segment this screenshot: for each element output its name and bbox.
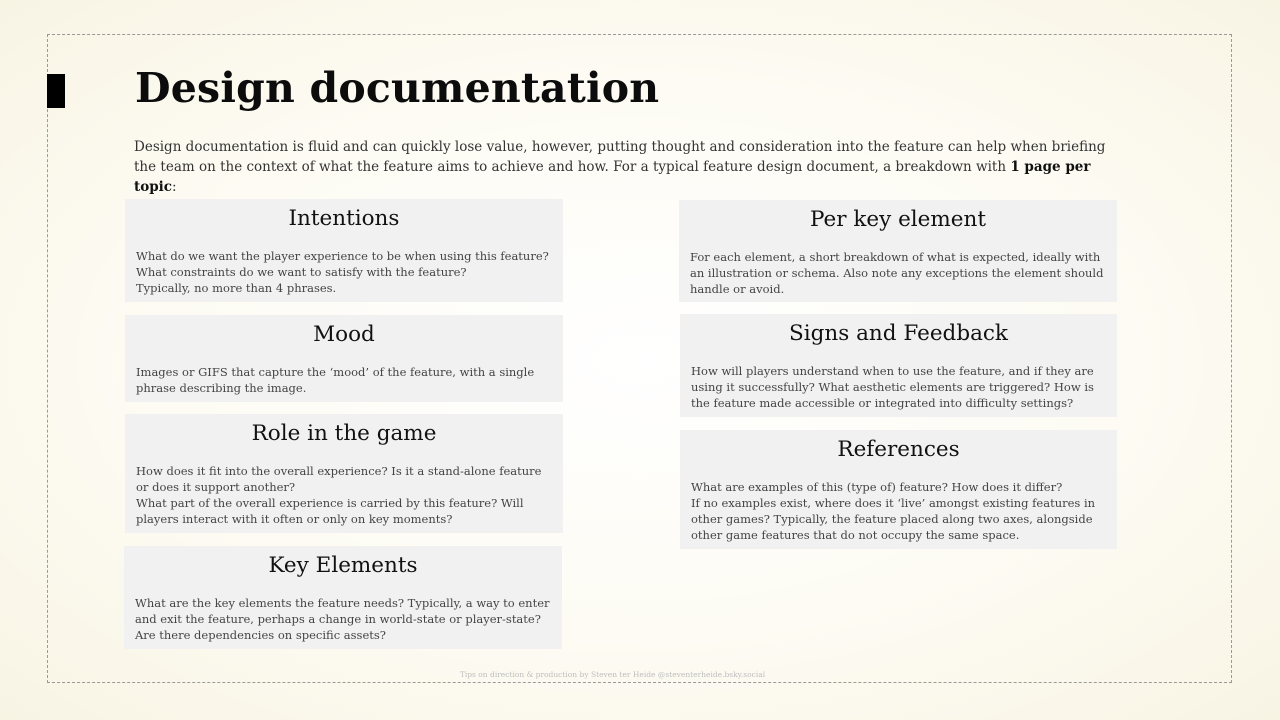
card-body xyxy=(136,463,552,527)
card-line: If no examples exist, where does it ‘live’ amongst existing features in other games? Typically, the feature placed along two axes, alongside other game features that do not occupy the same space. xyxy=(691,496,1096,542)
card-line: For each element, a short breakdown of what is expected, ideally with an illustration or schema. Also note any exceptions the element should handle or avoid. xyxy=(690,250,1104,296)
card-heading: Signs and Feedback xyxy=(789,321,1008,346)
intro-colon: : xyxy=(172,179,177,195)
card-heading: Per key element xyxy=(810,207,986,232)
card-intentions xyxy=(125,199,563,302)
card-heading: Role in the game xyxy=(251,421,437,446)
intro-text: Design documentation is fluid and can quickly lose value, however, putting thought and consideration into the feature can help when briefing the team on the context of what the feature aims to achieve and how. For a typical feature design document, a breakdown with xyxy=(134,139,1106,175)
card-body xyxy=(136,248,552,296)
card-role-in-the-game xyxy=(125,414,563,533)
card-heading: Key Elements xyxy=(268,553,418,578)
card-signs-and-feedback xyxy=(680,314,1117,417)
card-body xyxy=(691,479,1106,543)
card-line: Images or GIFS that capture the ‘mood’ of the feature, with a single phrase describing the image. xyxy=(136,365,535,395)
card-line: Typically, no more than 4 phrases. xyxy=(136,281,337,295)
card-line: What constraints do we want to satisfy with the feature? xyxy=(136,265,467,279)
card-line: Are there dependencies on specific assets? xyxy=(135,628,386,642)
page-title: Design documentation xyxy=(135,64,660,112)
card-per-key-element xyxy=(679,200,1117,302)
card-line: What are examples of this (type of) feature? How does it differ? xyxy=(691,480,1063,494)
card-heading: References xyxy=(837,437,960,462)
card-references xyxy=(680,430,1117,549)
card-heading: Mood xyxy=(313,322,375,347)
card-line: How will players understand when to use the feature, and if they are using it successfully? What aesthetic elements are triggered? How is the feature made accessible or integrated into difficulty settings? xyxy=(691,364,1094,410)
title-accent-bar xyxy=(47,74,65,108)
card-line: How does it fit into the overall experience? Is it a stand-alone feature or does it support another? xyxy=(136,464,542,494)
card-mood xyxy=(125,315,563,402)
footer-credit: Tips on direction & production by Steven ter Heide @steventerheide.bsky.social xyxy=(459,670,766,679)
card-heading: Intentions xyxy=(288,206,400,231)
intro-bold: 1 page per topic xyxy=(134,159,1091,195)
card-line: What part of the overall experience is carried by this feature? Will players interact with it often or only on key moments? xyxy=(136,496,524,526)
card-body xyxy=(691,363,1106,411)
card-body xyxy=(690,249,1106,297)
card-body xyxy=(136,364,552,396)
card-line: What do we want the player experience to be when using this feature? xyxy=(136,249,549,263)
card-key-elements xyxy=(124,546,562,649)
intro-paragraph xyxy=(134,137,1119,197)
card-line: What are the key elements the feature needs? Typically, a way to enter and exit the feature, perhaps a change in world-state or player-state? xyxy=(135,596,550,626)
card-body xyxy=(135,595,551,643)
